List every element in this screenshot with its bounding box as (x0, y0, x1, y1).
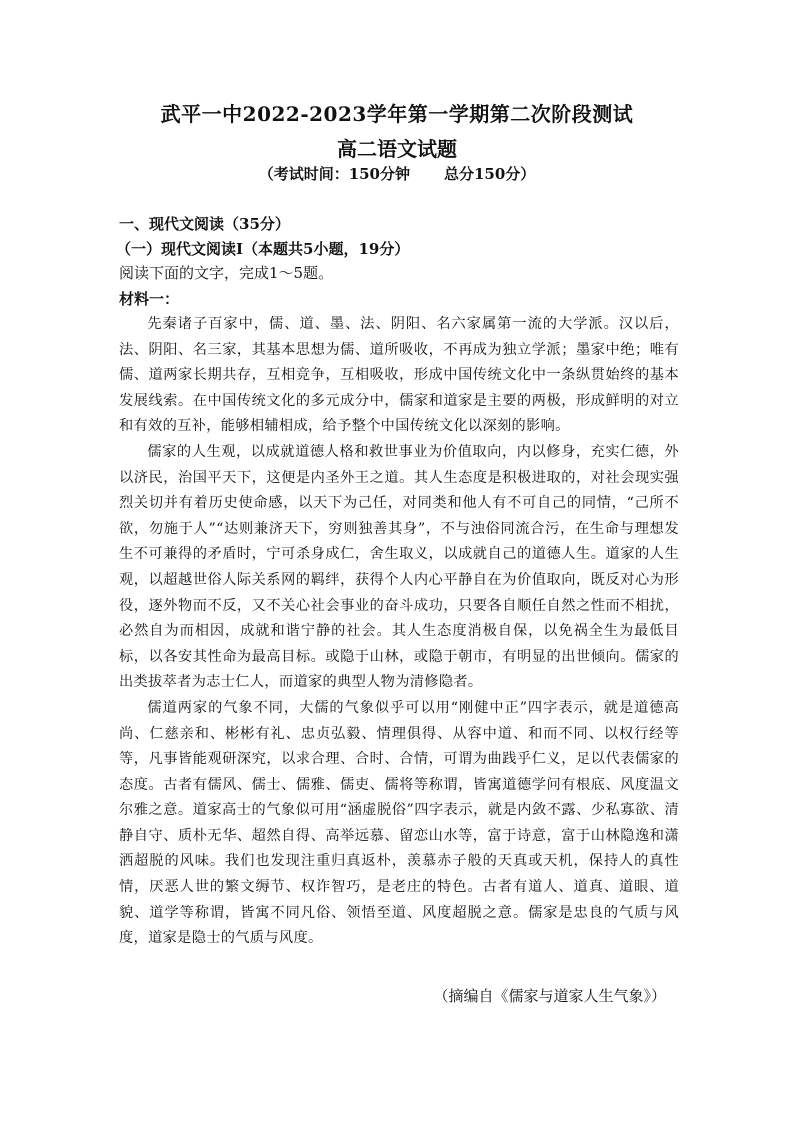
source-citation: （摘编自《儒家与道家人生气象》） (433, 987, 666, 1005)
paragraph: 儒家的人生观，以成就道德人格和救世事业为价值取向，内以修身，充实仁德，外以济民，治国平天下，这便是内圣外王之道。其人生态度是积极进取的，对社会现实强烈关切并有着历史使命感，以天下为己任，对同类和他人有不可自己的同情，“己所不欲，勿施于人”“达则兼济天下，穷则独善其身”，不与浊俗同流合污，在生命与理想发生不可兼得的矛盾时，宁可杀身成仁，舍生取义，以成就自己的道德人生。道家的人生观，以超越世俗人际关系网的羁绊，获得个人内心平静自在为价值取向，既反对心为形役，逐外物而不反，又不关心社会事业的奋斗成功，只要各自顺任自然之性而不相扰，必然自为而相因，成就和谐宁静的社会。其人生态度消极自保，以免祸全生为最低目标，以各安其性命为最高目标。或隐于山林，或隐于朝市，有明显的出世倾向。儒家的出类拔萃者为志士仁人，而道家的典型人物为清修隐者。 (119, 443, 679, 691)
article-body (119, 312, 679, 952)
exam-info (0, 163, 794, 184)
reading-instruction: 阅读下面的文字，完成1～5题。 (119, 264, 334, 282)
section-heading: 一、现代文阅读（35分） (119, 215, 290, 233)
paragraph: 儒道两家的气象不同，大儒的气象似乎可以用“刚健中正”四字表示，就是道德高尚、仁慈亲和、彬彬有礼、忠贞弘毅、情理俱得、从容中道、和而不同、以权行经等等，凡事皆能观研深究，以求合理、合时、合情，可谓为曲践乎仁义，足以代表儒家的态度。古者有儒风、儒士、儒雅、儒吏、儒将等称谓，皆寓道德学问有根底、风度温文尔雅之意。道家高士的气象似可用“涵虚脱俗”四字表示，就是内敛不露、少私寡欲、清静自守、质朴无华、超然自得、高举远慕、留恋山水等，富于诗意，富于山林隐逸和潇洒超脱的风味。我们也发现注重归真返朴，羡慕赤子般的天真或天机，保持人的真性情，厌恶人世的繁文缛节、权诈智巧，是老庄的特色。古者有道人、道真、道眼、道貌、道学等称谓，皆寓不同凡俗、领悟至道、风度超脱之意。儒家是忠良的气质与风度，道家是隐士的气质与风度。 (119, 699, 679, 947)
section-subheading: （一）现代文阅读Ⅰ（本题共5小题，19分） (116, 240, 410, 258)
paragraph: 先秦诸子百家中，儒、道、墨、法、阴阳、名六家属第一流的大学派。汉以后，法、阴阳、名三家，其基本思想为儒、道所吸收，不再成为独立学派；墨家中绝；唯有儒、道两家长期共存，互相竞争，互相吸收，形成中国传统文化中一条纵贯始终的基本发展线索。在中国传统文化的多元成分中，儒家和道家是主要的两极，形成鲜明的对立和有效的互补，能够相辅相成，给予整个中国传统文化以深刻的影响。 (119, 316, 679, 435)
exam-title: 武平一中2022-2023学年第一学期第二次阶段测试 (160, 102, 634, 126)
total-score: 总分150分） (444, 165, 536, 183)
exam-subtitle: 高二语文试题 (337, 137, 457, 161)
exam-time: （考试时间：150分钟 (258, 165, 410, 183)
material-label: 材料一： (119, 290, 180, 308)
